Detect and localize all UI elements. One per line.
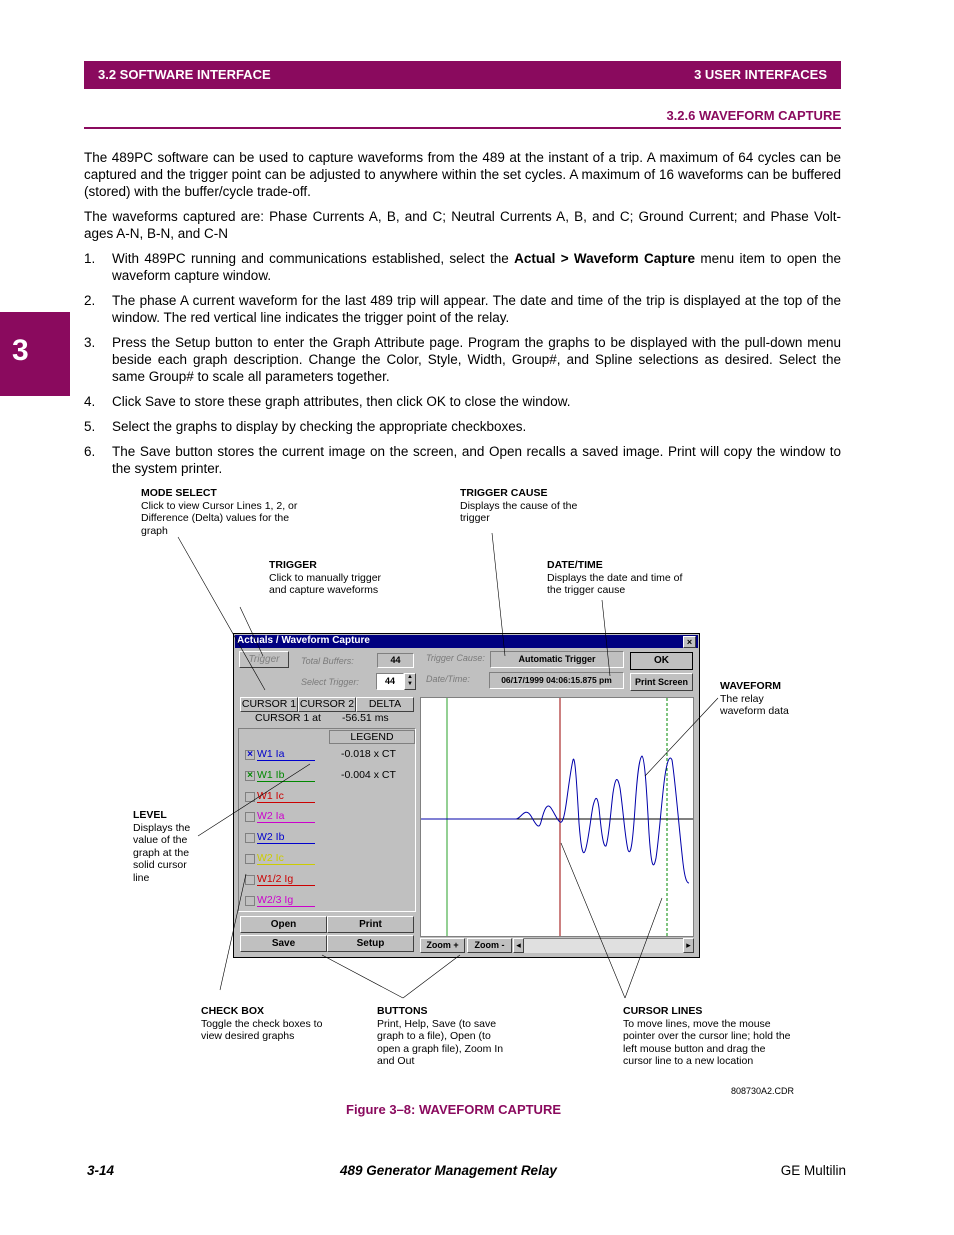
legend-row (239, 872, 415, 888)
chapter-tab: 3 (0, 312, 70, 396)
total-buffers-label: Total Buffers: (301, 656, 354, 666)
subsection-rule (84, 127, 841, 129)
legend-series-name: W1/2 Ig (257, 873, 315, 886)
step-4: 4. Click Save to store these graph attributes, then click OK to close the window. (84, 394, 571, 409)
legend-row (239, 893, 415, 909)
tab-cursor-2[interactable]: CURSOR 2 (299, 698, 355, 710)
step-2: 2. The phase A current waveform for the last 489 trip will appear. The date and time of the trip is displayed at the top of the window. The red vertical line indicates the trigger point of the relay. (84, 293, 841, 325)
scroll-right-button[interactable]: ▸ (683, 938, 694, 953)
annotation-mode-select: MODE SELECT Click to view Cursor Lines 1, 2, or Difference (Delta) values for the graph (141, 487, 298, 537)
legend-series-name: W2 Ia (257, 810, 315, 823)
section-header-bar (84, 61, 841, 89)
select-trigger-label: Select Trigger: (301, 677, 359, 687)
page-number: 3-14 (87, 1163, 115, 1178)
legend-series-name: W1 Ia (257, 748, 315, 761)
window-title-bar: Actuals / Waveform Capture × (235, 635, 698, 648)
print-button[interactable]: Print (327, 916, 414, 933)
legend-row (239, 747, 415, 763)
date-time-value: 06/17/1999 04:06:15.875 pm (489, 672, 624, 689)
chapter-title: 3 USER INTERFACES (694, 67, 827, 82)
ok-button[interactable]: OK (630, 652, 693, 670)
annotation-buttons: BUTTONS Print, Help, Save (to save graph to a file), Open (to open a graph file), Zoom In and Out (377, 1005, 504, 1067)
setup-button[interactable]: Setup (327, 935, 414, 952)
section-title: 3.2 SOFTWARE INTERFACE (98, 67, 271, 82)
trigger-cause-value: Automatic Trigger (490, 651, 624, 668)
legend-checkbox[interactable] (245, 792, 255, 802)
legend-checkbox[interactable] (245, 812, 255, 822)
open-button[interactable]: Open (240, 916, 327, 933)
scroll-left-button[interactable]: ◂ (513, 938, 524, 953)
legend-row (239, 789, 415, 805)
trigger-button[interactable]: Trigger (239, 651, 289, 668)
legend-checkbox[interactable] (245, 896, 255, 906)
step-6: 6. The Save button stores the current image on the screen, and Open recalls a saved image. Print will copy the window to the system printer. (84, 444, 841, 476)
legend-series-name: W1 Ib (257, 769, 315, 782)
date-time-label: Date/Time: (426, 674, 470, 684)
legend-checkbox[interactable] (245, 854, 255, 864)
legend-checkbox[interactable]: × (245, 750, 255, 760)
legend-checkbox[interactable] (245, 875, 255, 885)
figure-caption: Figure 3–8: WAVEFORM CAPTURE (346, 1102, 562, 1117)
legend-checkbox[interactable] (245, 833, 255, 843)
waveform-plot[interactable] (420, 697, 694, 937)
legend-row (239, 768, 415, 784)
annotation-cursor-lines: CURSOR LINES To move lines, move the mouse pointer over the cursor line; hold the left mouse button and drag the cursor line to a new location (623, 1005, 791, 1067)
zoom-out-button[interactable]: Zoom - (467, 938, 512, 953)
tab-cursor-1[interactable]: CURSOR 1 (241, 698, 297, 710)
save-button[interactable]: Save (240, 935, 327, 952)
total-buffers-value: 44 (377, 653, 414, 668)
legend-title: LEGEND (329, 730, 415, 744)
print-screen-button[interactable]: Print Screen (630, 673, 693, 691)
step-1: 1. With 489PC running and communications established, select the Actual > Waveform Capture menu item to open the waveform capture window. (84, 251, 841, 283)
legend-series-value: -0.018 x CT (341, 748, 396, 760)
legend-row (239, 809, 415, 825)
step-5: 5. Select the graphs to display by checking the appropriate checkboxes. (84, 419, 527, 434)
legend-checkbox[interactable]: × (245, 771, 255, 781)
zoom-in-button[interactable]: Zoom + (420, 938, 465, 953)
cursor-readout-label: CURSOR 1 at (255, 712, 321, 724)
legend-series-name: W1 Ic (257, 790, 315, 803)
subsection-title: 3.2.6 WAVEFORM CAPTURE (666, 108, 841, 123)
legend-series-name: W2 Ib (257, 831, 315, 844)
legend-row (239, 851, 415, 867)
cursor-readout-value: -56.51 ms (342, 712, 389, 724)
legend-row (239, 830, 415, 846)
annotation-waveform: WAVEFORM The relay waveform data (720, 680, 789, 717)
select-trigger-spinner[interactable]: ▲ ▼ (404, 673, 416, 690)
figure-file-code: 808730A2.CDR (731, 1086, 795, 1096)
leader-buttons-1 (322, 955, 403, 998)
legend-series-name: W2/3 Ig (257, 894, 315, 907)
waveforms-paragraph: The waveforms captured are: Phase Currents A, B, and C; Neutral Currents A, B, and C; Ground Current; and Phase Volt-ages A-N, B-N, and C-N (84, 209, 841, 241)
horizontal-scrollbar[interactable] (524, 938, 683, 953)
annotation-level: LEVEL Displays the value of the graph at the solid cursor line (133, 809, 191, 884)
close-button[interactable]: × (683, 636, 696, 648)
select-trigger-input[interactable]: 44 (376, 673, 404, 690)
legend-series-name: W2 Ic (257, 852, 315, 865)
footer-brand: GE Multilin (780, 1163, 846, 1178)
footer-title: 489 Generator Management Relay (340, 1163, 557, 1178)
waveform-svg (421, 698, 693, 936)
leader-buttons-2 (403, 955, 460, 998)
annotation-date-time: DATE/TIME Displays the date and time of the trigger cause (547, 559, 683, 596)
step-3: 3. Press the Setup button to enter the Graph Attribute page. Program the graphs to be displayed with the pull-down menu beside each graph description. Change the Color, Style, Width, Group#, and Spline selections as desired. Select the same Group# to scale all parameters together. (84, 335, 841, 384)
annotation-trigger-cause: TRIGGER CAUSE Displays the cause of the trigger (460, 487, 578, 524)
trigger-cause-label: Trigger Cause: (426, 653, 485, 663)
annotation-trigger: TRIGGER Click to manually trigger and capture waveforms (269, 559, 382, 596)
legend-series-value: -0.004 x CT (341, 768, 396, 781)
tab-delta[interactable]: DELTA (356, 697, 414, 712)
annotation-check-box: CHECK BOX Toggle the check boxes to view desired graphs (201, 1005, 323, 1042)
intro-paragraph: The 489PC software can be used to capture waveforms from the 489 at the instant of a trip. A maximum of 64 cycles can be captured and the trigger point can be adjusted to anywhere within the set cycles. A maximum of 16 waveforms can be buffered (stored) with the buffer/cycle trade-off. (84, 150, 841, 199)
